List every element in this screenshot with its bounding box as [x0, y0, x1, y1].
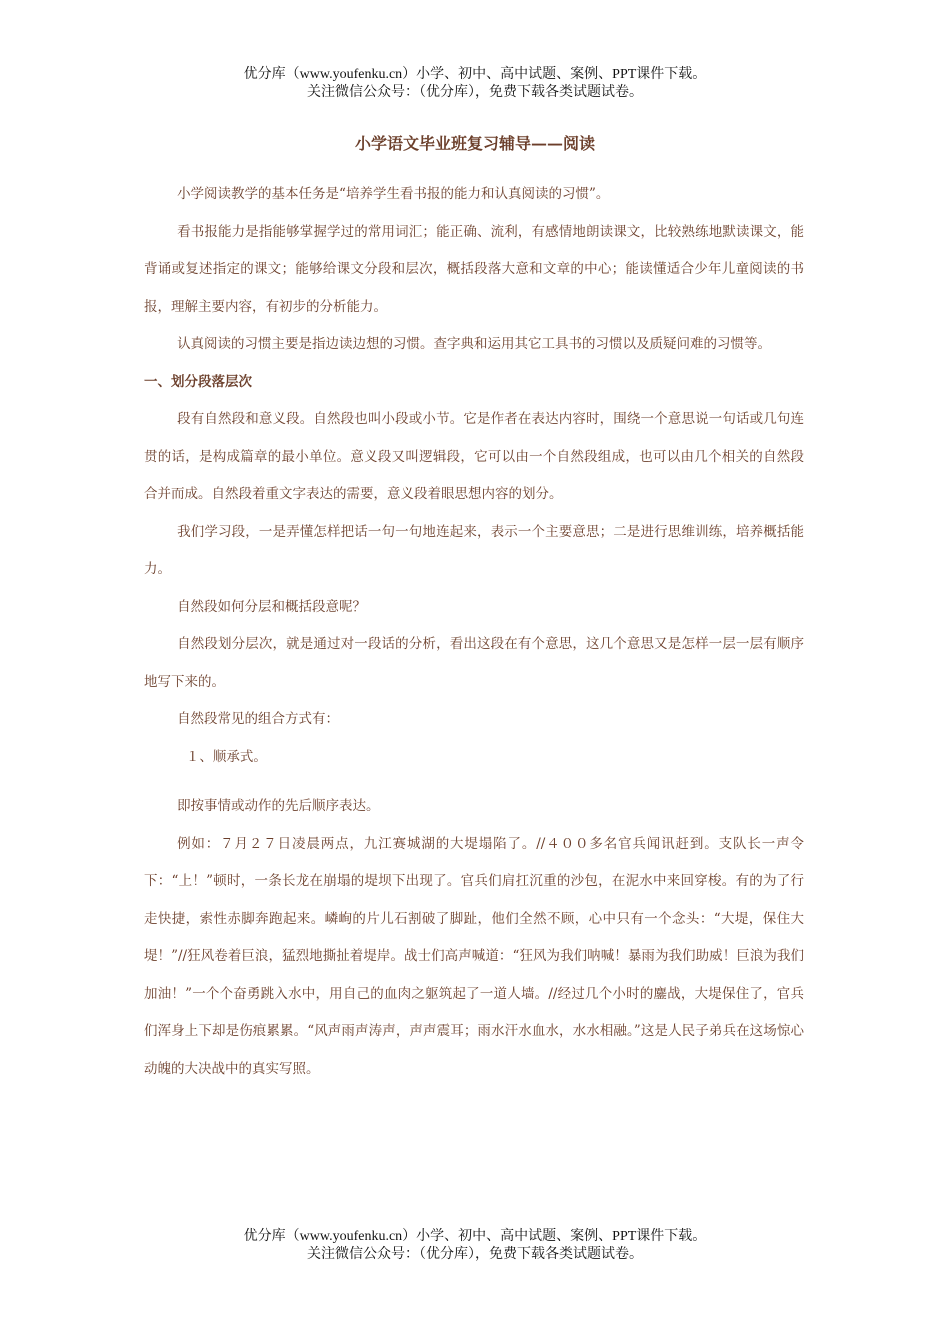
paragraph: 段有自然段和意义段。自然段也叫小段或小节。它是作者在表达内容时，围绕一个意思说一句话或几句连贯的话，是构成篇章的最小单位。意义段又叫逻辑段，它可以由一个自然段组成，也可以由几个相关的自然段合并而成。自然段着重文字表达的需要，意义段着眼思想内容的划分。: [144, 411, 804, 502]
paragraph: 自然段如何分层和概括段意呢？: [177, 598, 367, 615]
example-paragraph: 例如：７月２７日凌晨两点，九江赛城湖的大堤塌陷了。//４００多名官兵闻讯赶到。支队长一声令下：“上！”顿时，一条长龙在崩塌的堤坝下出现了。官兵们肩扛沉重的沙包，在泥水中来回穿梭。有的为了行走快捷，索性赤脚奔跑起来。嶙峋的片儿石割破了脚趾，他们全然不顾，心中只有一个念头：“大堤，保住大堤！”//狂风卷着巨浪，猛烈地撕扯着堤岸。战士们高声喊道：“狂风为我们呐喊！暴雨为我们助威！巨浪为我们加油！”一个个奋勇跳入水中，用自己的血肉之躯筑起了一道人墙。//经过几个小时的鏖战，大堤保住了，官兵们浑身上下却是伤痕累累。“风声雨声涛声，声声震耳；雨水汗水血水，水水相融。”这是人民子弟兵在这场惊心动魄的大决战中的真实写照。: [144, 835, 804, 1077]
paragraph: 自然段划分层次，就是通过对一段话的分析，看出这段在有个意思，这几个意思又是怎样一层一层有顺序地写下来的。: [144, 636, 804, 690]
footer-line-1: 优分库（www.youfenku.cn）小学、初中、高中试题、案例、PPT课件下载。: [243, 1229, 707, 1244]
paragraph: 认真阅读的习惯主要是指边读边想的习惯。查字典和运用其它工具书的习惯以及质疑问难的习惯等。: [177, 336, 772, 352]
paragraph: 我们学习段，一是弄懂怎样把话一句一句地连起来，表示一个主要意思；二是进行思维训练，培养概括能力。: [144, 523, 804, 577]
paragraph: 即按事情或动作的先后顺序表达。: [177, 798, 380, 814]
footer-line-2: 关注微信公众号：（优分库），免费下载各类试题试卷。: [307, 1247, 643, 1262]
paragraph: 小学阅读教学的基本任务是“培养学生看书报的能力和认真阅读的习惯”。: [177, 186, 610, 202]
section-heading: 一、划分段落层次: [144, 373, 252, 390]
spacer: [144, 776, 804, 788]
header-line-1: 优分库（www.youfenku.cn）小学、初中、高中试题、案例、PPT课件下载。: [243, 67, 707, 82]
header-line-2: 关注微信公众号：（优分库），免费下载各类试题试卷。: [307, 85, 643, 100]
list-item: １、顺承式。: [185, 748, 267, 765]
document-title: 小学语文毕业班复习辅导——阅读: [354, 134, 595, 153]
page-header: [0, 66, 950, 102]
document-body: [144, 176, 804, 1088]
paragraph: 看书报能力是指能够掌握学过的常用词汇；能正确、流利，有感情地朗读课文，比较熟练地默读课文，能背诵或复述指定的课文；能够给课文分段和层次，概括段落大意和文章的中心；能读懂适合少年儿童阅读的书报，理解主要内容，有初步的分析能力。: [144, 223, 804, 315]
page-footer: [0, 1228, 950, 1264]
paragraph: 自然段常见的组合方式有：: [177, 711, 340, 727]
